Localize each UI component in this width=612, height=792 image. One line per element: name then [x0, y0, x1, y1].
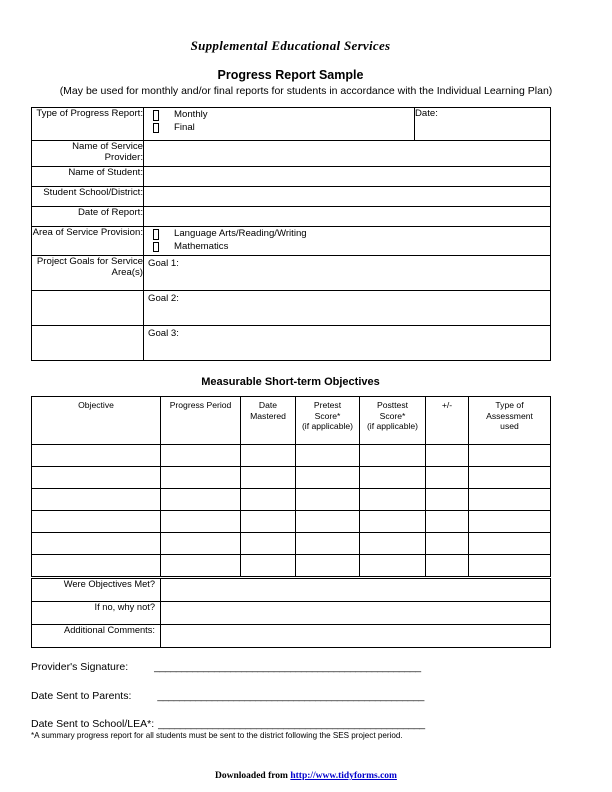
objective-cell[interactable] — [241, 445, 296, 467]
column-header-posttest-score — [360, 397, 426, 445]
objective-cell[interactable] — [161, 467, 241, 489]
objective-cell[interactable] — [161, 533, 241, 555]
header-line: Score* — [379, 410, 406, 421]
provider-signature-label: Provider's Signature: — [31, 661, 129, 673]
table-row — [32, 167, 551, 187]
objectives-table — [31, 396, 551, 577]
checkbox-icon[interactable] — [153, 242, 159, 253]
objective-cell[interactable] — [241, 533, 296, 555]
type-of-report-options — [144, 108, 415, 141]
report-subtitle: (May be used for monthly and/or final reports for students in accordance with the Individual Learning Plan) — [59, 85, 553, 97]
objective-cell[interactable] — [161, 511, 241, 533]
checkbox-option-mathematics[interactable] — [144, 241, 550, 253]
header-line: (if applicable) — [366, 421, 419, 432]
table-row — [32, 555, 551, 577]
checkbox-label: Final — [174, 121, 195, 133]
header-line: Posttest — [376, 400, 409, 410]
objective-cell[interactable] — [161, 555, 241, 577]
objective-cell[interactable] — [469, 445, 551, 467]
objective-cell[interactable] — [469, 555, 551, 577]
header-line: (if applicable) — [301, 421, 354, 432]
objective-cell[interactable] — [469, 533, 551, 555]
project-goals-label: Project Goals for Service Area(s) — [32, 256, 144, 291]
school-district-input[interactable] — [144, 187, 551, 207]
objectives-met-input[interactable] — [161, 579, 551, 602]
table-row — [32, 207, 551, 227]
information-form-table — [31, 107, 551, 361]
objectives-section-title: Measurable Short-term Objectives — [201, 376, 380, 388]
date-sent-parents-row — [31, 690, 561, 702]
header-line: Type of — [495, 400, 524, 410]
table-row — [32, 625, 551, 648]
table-row — [32, 141, 551, 167]
objective-cell[interactable] — [469, 467, 551, 489]
student-name-label: Name of Student: — [32, 167, 144, 187]
page-footer — [0, 771, 612, 781]
objectives-met-label: Were Objectives Met? — [32, 579, 161, 602]
checkbox-option-language-arts[interactable] — [144, 228, 550, 240]
objective-cell[interactable] — [32, 555, 161, 577]
header-line: Mastered — [250, 410, 286, 421]
date-sent-parents-label: Date Sent to Parents: — [31, 690, 132, 702]
objective-cell[interactable] — [296, 467, 360, 489]
objective-cell[interactable] — [360, 489, 426, 511]
objective-cell[interactable] — [296, 489, 360, 511]
service-provider-label: Name of Service Provider: — [32, 141, 144, 167]
school-district-label: Student School/District: — [32, 187, 144, 207]
provider-signature-row — [31, 661, 561, 673]
objective-cell[interactable] — [161, 489, 241, 511]
objectives-body — [32, 445, 551, 577]
header-line: Score* — [314, 410, 341, 421]
objective-cell[interactable] — [360, 555, 426, 577]
column-header-progress-period — [161, 397, 241, 445]
objective-cell[interactable] — [241, 511, 296, 533]
column-header-objective — [32, 397, 161, 445]
table-row — [32, 256, 551, 291]
objective-cell[interactable] — [426, 489, 469, 511]
checkbox-icon[interactable] — [153, 110, 159, 121]
objective-cell[interactable] — [32, 489, 161, 511]
type-of-report-label: Type of Progress Report: — [32, 108, 144, 141]
objective-cell[interactable] — [426, 445, 469, 467]
objective-cell[interactable] — [241, 467, 296, 489]
goal-3-label: Goal 3: — [148, 328, 179, 339]
additional-comments-label: Additional Comments: — [32, 625, 161, 648]
objective-cell[interactable] — [296, 533, 360, 555]
objective-cell[interactable] — [241, 555, 296, 577]
table-row — [32, 187, 551, 207]
goals-spacer-cell — [32, 326, 144, 361]
checkbox-option-monthly[interactable] — [144, 109, 414, 121]
table-row — [32, 511, 551, 533]
service-provider-input[interactable] — [144, 141, 551, 167]
goals-spacer-cell — [32, 291, 144, 326]
goal-2-cell[interactable] — [144, 291, 551, 326]
header-line: Date — [258, 400, 278, 410]
additional-comments-input[interactable] — [161, 625, 551, 648]
objective-cell[interactable] — [360, 511, 426, 533]
date-of-report-input[interactable] — [144, 207, 551, 227]
objective-cell[interactable] — [360, 467, 426, 489]
header-line: +/- — [441, 400, 453, 410]
objectives-header-row — [32, 397, 551, 445]
date-sent-lea-label: Date Sent to School/LEA*: — [31, 718, 155, 730]
objective-cell[interactable] — [32, 467, 161, 489]
objective-cell[interactable] — [426, 555, 469, 577]
goal-1-cell[interactable] — [144, 256, 551, 291]
header-line: Assessment — [486, 410, 533, 421]
table-row — [32, 326, 551, 361]
date-sent-lea-row — [31, 718, 561, 730]
table-row — [32, 227, 551, 256]
footer-prefix: Downloaded from — [215, 771, 291, 781]
column-header-plus-minus — [426, 397, 469, 445]
checkbox-label: Language Arts/Reading/Writing — [174, 228, 307, 239]
objective-cell[interactable] — [161, 445, 241, 467]
date-field-label[interactable]: Date: — [415, 108, 551, 141]
objective-cell[interactable] — [426, 467, 469, 489]
objective-cell[interactable] — [32, 533, 161, 555]
checkbox-icon[interactable] — [153, 123, 159, 134]
document-title: Supplemental Educational Services — [190, 38, 391, 53]
checkbox-icon[interactable] — [153, 229, 159, 240]
goal-1-label: Goal 1: — [148, 258, 179, 269]
date-of-report-label: Date of Report: — [32, 207, 144, 227]
header-line: Pretest — [313, 400, 342, 410]
table-row — [32, 108, 551, 141]
table-row — [32, 291, 551, 326]
table-row — [32, 445, 551, 467]
objective-cell[interactable] — [296, 445, 360, 467]
summary-table — [31, 578, 551, 648]
objective-cell[interactable] — [32, 511, 161, 533]
objective-cell[interactable] — [241, 489, 296, 511]
objective-cell[interactable] — [469, 489, 551, 511]
table-row — [32, 489, 551, 511]
footer-url-link[interactable]: http://www.tidyforms.com — [290, 771, 397, 781]
provider-signature-line[interactable]: _________________________________________________ — [154, 661, 421, 673]
objective-cell[interactable] — [360, 445, 426, 467]
objective-cell[interactable] — [426, 533, 469, 555]
table-row — [32, 467, 551, 489]
report-title: Progress Report Sample — [217, 68, 364, 82]
objective-cell[interactable] — [426, 511, 469, 533]
checkbox-label: Monthly — [174, 109, 208, 120]
area-of-service-options — [144, 227, 551, 256]
summary-report-footnote: *A summary progress report for all students must be sent to the district following the SES project period. — [31, 731, 403, 740]
date-sent-lea-line[interactable]: _________________________________________________ — [158, 718, 425, 730]
objective-cell[interactable] — [469, 511, 551, 533]
column-header-pretest-score — [296, 397, 360, 445]
column-header-date-mastered — [241, 397, 296, 445]
objective-cell[interactable] — [296, 555, 360, 577]
checkbox-label: Mathematics — [174, 240, 229, 252]
column-header-assessment-type — [469, 397, 551, 445]
objective-cell[interactable] — [296, 511, 360, 533]
header-line: used — [500, 421, 519, 432]
student-name-input[interactable] — [144, 167, 551, 187]
checkbox-option-final[interactable] — [144, 122, 414, 134]
area-of-service-label: Area of Service Provision: — [32, 227, 144, 256]
objective-cell[interactable] — [32, 445, 161, 467]
table-row — [32, 533, 551, 555]
header-line: Progress Period — [169, 400, 232, 410]
goal-3-cell[interactable] — [144, 326, 551, 361]
table-row — [32, 579, 551, 602]
why-not-input[interactable] — [161, 602, 551, 625]
why-not-label: If no, why not? — [32, 602, 161, 625]
goal-2-label: Goal 2: — [148, 293, 179, 304]
header-line: Objective — [78, 400, 114, 410]
table-row — [32, 602, 551, 625]
date-sent-parents-line[interactable]: _________________________________________________ — [157, 690, 424, 702]
objective-cell[interactable] — [360, 533, 426, 555]
